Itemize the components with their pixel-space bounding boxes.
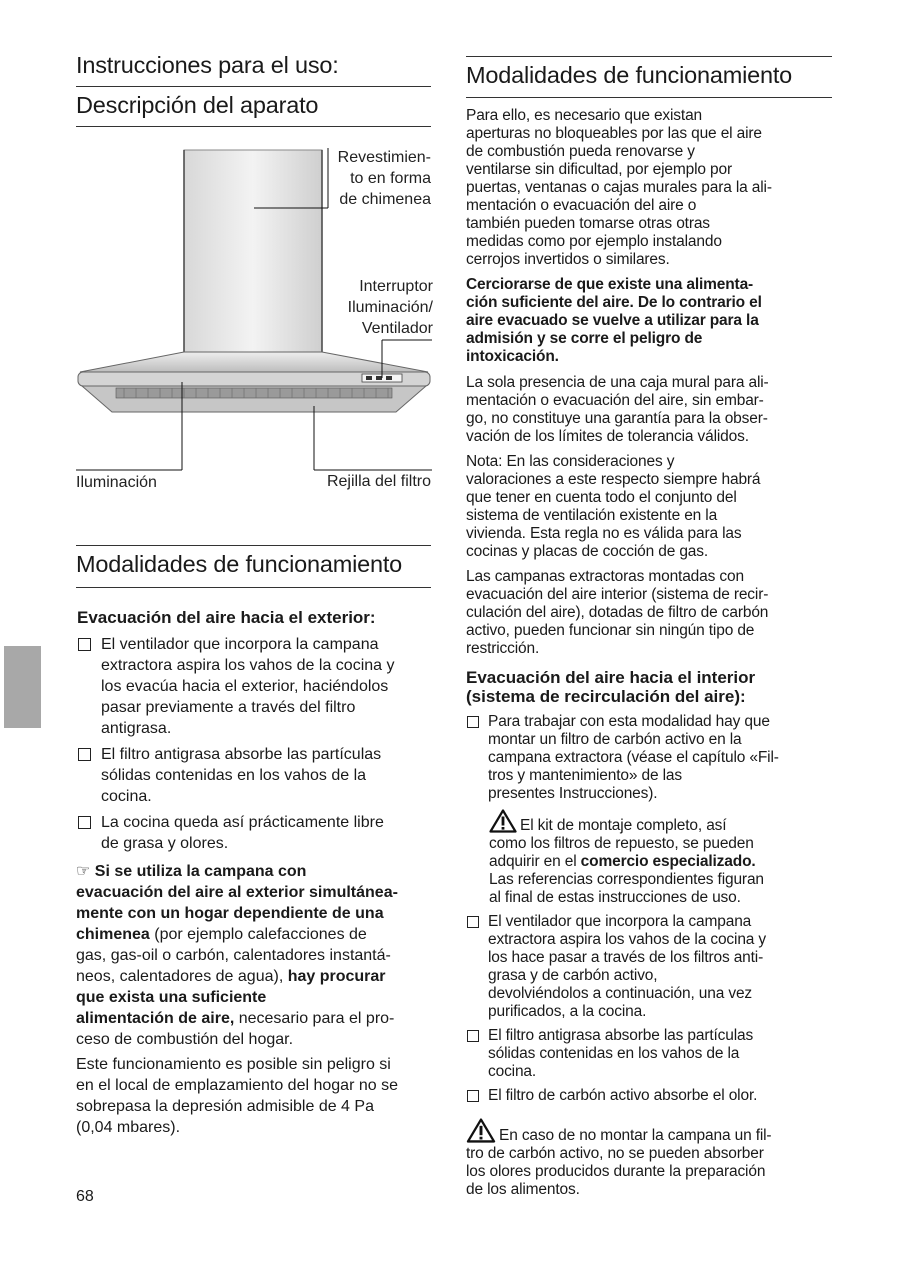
divider bbox=[76, 86, 431, 87]
divider bbox=[466, 56, 832, 57]
checkbox-icon bbox=[78, 638, 91, 651]
heading-modalidades-right: Modalidades de funcionamiento bbox=[466, 62, 793, 88]
warning-triangle-icon bbox=[466, 1118, 496, 1143]
paragraph-warning-bold: Cerciorarse de que existe una alimenta- ción suficiente del aire. De lo contrario el aire evacuado se vuelve a utilizar para la admisión y se corre el peligro de intoxicación. bbox=[466, 276, 762, 365]
list-item: El ventilador que incorpora la campana extractora aspira los vahos de la cocina y los evacúa hacia el exterior, haciéndolos pasar previamente a través del filtro antigrasa. bbox=[76, 634, 441, 739]
checkbox-icon bbox=[467, 916, 479, 928]
label-interruptor: Interruptor Iluminación/ Ventilador bbox=[347, 278, 433, 337]
checkbox-icon bbox=[467, 716, 479, 728]
checkbox-icon bbox=[467, 1030, 479, 1042]
warning-carbon-filter: En caso de no montar la campana un fil- tro de carbón activo, no se pueden absorber los olores producidos durante la preparación de los alimentos. bbox=[466, 1118, 838, 1199]
hand-pointer-icon: ☞ bbox=[76, 863, 91, 880]
list-item: El filtro antigrasa absorbe las partículas sólidas contenidas en los vahos de la cocina. bbox=[76, 744, 441, 807]
heading-instrucciones: Instrucciones para el uso: bbox=[76, 52, 339, 78]
label-iluminacion: Iluminación bbox=[76, 474, 157, 491]
divider bbox=[466, 97, 832, 98]
closing-paragraph: Este funcionamiento es posible sin peligro si en el local de emplazamiento del hogar no se sobrepasa la depresión admisible de 4 Pa (0,04 mbares). bbox=[76, 1056, 398, 1136]
subheading-interior: Evacuación del aire hacia el interior (sistema de recirculación del aire): bbox=[466, 668, 756, 706]
list-item: La cocina queda así prácticamente libre de grasa y olores. bbox=[76, 812, 441, 854]
canopy bbox=[80, 352, 428, 372]
paragraph-aperturas: Para ello, es necesario que existan aperturas no bloqueables por las que el aire de combustión pueda renovarse y ventilarse sin dificultad, por ejemplo por puertas, ventanas o cajas murales para la ali- mentación o evacuación del aire o también pueden tomarse otras otras medidas como por ejemplo instalando cerrojos invertidos o similares. bbox=[466, 107, 772, 268]
paragraph-campanas: Las campanas extractoras montadas con evacuación del aire interior (sistema de recir- culación del aire), dotadas de filtro de carbón activo, pueden funcionar sin ningún tipo de restricción. bbox=[466, 568, 769, 657]
paragraph-nota: Nota: En las consideraciones y valoraciones a este respecto siempre habrá que tener en cuenta todo el conjunto del sistema de ventilación existente en la vivienda. Esta regla no es válida para las cocinas y placas de cocción de gas. bbox=[466, 453, 761, 560]
bullet-list-exterior bbox=[76, 634, 441, 859]
page-number: 68 bbox=[76, 1188, 94, 1205]
bullet-list-interior bbox=[466, 713, 838, 1111]
divider bbox=[76, 545, 431, 546]
list-item: El filtro antigrasa absorbe las partículas sólidas contenidas en los vahos de la cocina. bbox=[466, 1027, 838, 1081]
filter-grille bbox=[116, 388, 392, 398]
divider bbox=[76, 587, 431, 588]
warning-triangle-icon bbox=[489, 809, 517, 833]
heading-descripcion: Descripción del aparato bbox=[76, 92, 319, 118]
kit-note: El kit de montaje completo, así como los filtros de repuesto, se pueden adquirir en el comercio especializado. Las referencias correspondientes figuran al final de estas instrucciones de uso. bbox=[466, 809, 838, 907]
list-item: El ventilador que incorpora la campana extractora aspira los vahos de la cocina y los hace pasar a través de los filtros anti- grasa y de carbón activo, devolviéndolos a continuación, una vez purificados, a la cocina. bbox=[466, 913, 838, 1021]
label-revestimiento: Revestimien- to en forma de chimenea bbox=[337, 149, 431, 208]
subheading-exterior: Evacuación del aire hacia el exterior: bbox=[77, 608, 376, 627]
checkbox-icon bbox=[78, 816, 91, 829]
divider bbox=[76, 126, 431, 127]
checkbox-icon bbox=[467, 1090, 479, 1102]
list-item: Para trabajar con esta modalidad hay que montar un filtro de carbón activo en la campana extractora (véase el capítulo «Fil- tros y mantenimiento» de las presentes Instrucciones). bbox=[466, 713, 838, 803]
chapter-tab bbox=[4, 646, 41, 728]
chimney-note: ☞ Si se utiliza la campana con evacuación del aire al exterior simultánea- mente con un hogar dependiente de una chimenea (por ejemplo calefacciones de gas, gas-oil o carbón, calentadores instantá- neos, calentadores de agua), hay procurar que exista una suficiente alimentación de aire, necesario para el pro- ceso de combustión del hogar. bbox=[76, 863, 398, 1048]
checkbox-icon bbox=[78, 748, 91, 761]
heading-modalidades-left: Modalidades de funcionamiento bbox=[76, 551, 403, 577]
label-rejilla: Rejilla del filtro bbox=[326, 473, 431, 490]
paragraph-caja-mural: La sola presencia de una caja mural para ali- mentación o evacuación del aire, sin embar- go, no constituye una garantía para la obser- vación de los límites de tolerancia válidos. bbox=[466, 374, 769, 445]
list-item: El filtro de carbón activo absorbe el olor. bbox=[466, 1087, 838, 1105]
